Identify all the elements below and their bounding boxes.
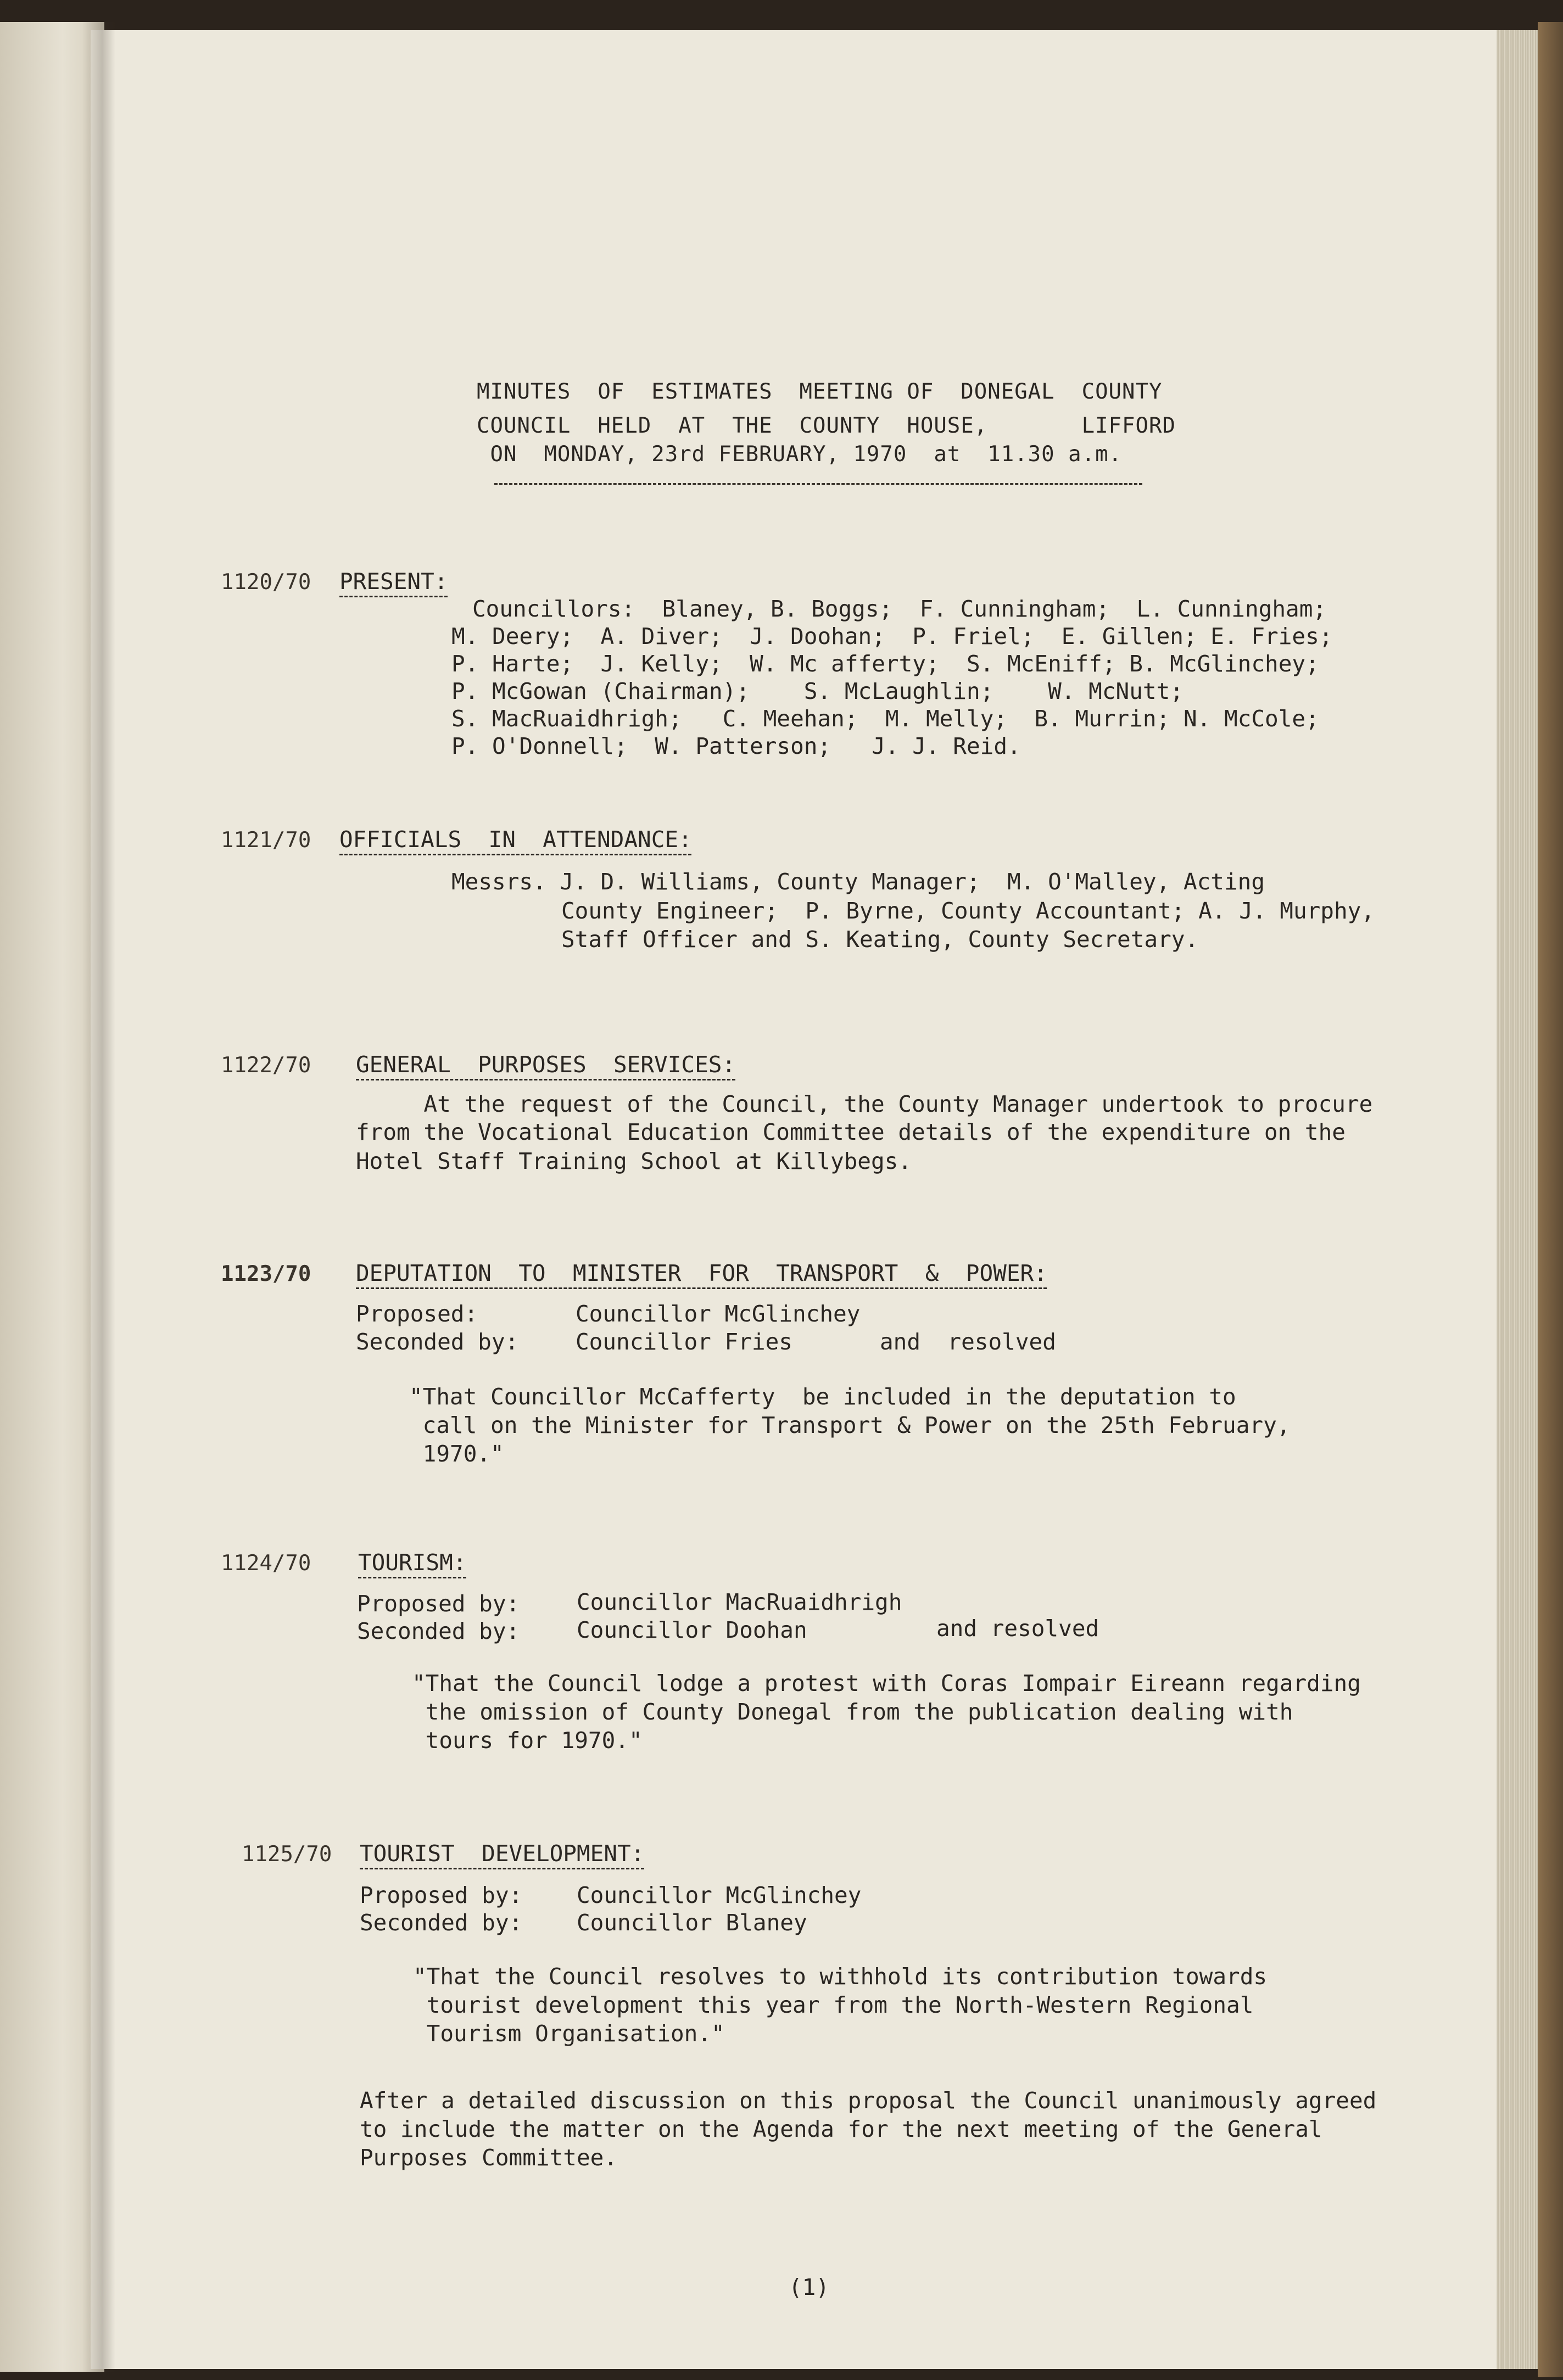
resolved-text: and resolved [936, 1615, 1099, 1642]
resolution-line: "That the Council resolves to withhold its contribution towards [413, 1963, 1268, 1990]
proposer: Councillor McGlinchey [577, 1882, 862, 1908]
officials-line: Messrs. J. D. Williams, County Manager; M. O'Malley, Acting [451, 869, 1265, 895]
attendee-line: P. McGowan (Chairman); S. McLaughlin; W. McNutt; [451, 678, 1184, 704]
paragraph-line: Purposes Committee. [360, 2144, 617, 2171]
proposed-label: Proposed: [356, 1301, 478, 1327]
item-number: 1123/70 [221, 1262, 311, 1286]
resolution-line: Tourism Organisation." [413, 2020, 725, 2047]
officials-line: Staff Officer and S. Keating, County Secretary. [561, 926, 1199, 953]
item-heading: DEPUTATION TO MINISTER FOR TRANSPORT & POWER: [356, 1260, 1047, 1286]
resolution-line: call on the Minister for Transport & Power on the 25th February, [409, 1412, 1291, 1438]
paragraph-line: After a detailed discussion on this proposal the Council unanimously agreed [360, 2087, 1377, 2114]
header-line-3: ON MONDAY, 23rd FEBRUARY, 1970 at 11.30 a.m. [477, 442, 1123, 467]
proposed-label: Proposed by: [360, 1882, 523, 1908]
seconded-label: Seconded by: [357, 1618, 520, 1644]
item-heading: OFFICIALS IN ATTENDANCE: [339, 826, 692, 853]
officials-line: County Engineer; P. Byrne, County Accountant; A. J. Murphy, [561, 898, 1375, 924]
resolution-line: tours for 1970." [412, 1727, 643, 1754]
item-heading: TOURISM: [358, 1549, 467, 1576]
item-number: 1122/70 [221, 1053, 311, 1078]
item-number: 1124/70 [221, 1551, 311, 1576]
item-number: 1121/70 [221, 828, 311, 853]
item-number: 1120/70 [221, 570, 311, 595]
item-heading: TOURIST DEVELOPMENT: [360, 1840, 645, 1867]
header-line-1: MINUTES OF ESTIMATES MEETING OF DONEGAL COUNTY [477, 379, 1163, 404]
paragraph-line: to include the matter on the Agenda for the next meeting of the General [360, 2116, 1322, 2142]
seconder: Councillor Fries [576, 1329, 792, 1355]
resolution-line: "That the Council lodge a protest with Coras Iompair Eireann regarding [412, 1670, 1361, 1696]
book-cover-edge [1538, 22, 1563, 2377]
header-line-2: COUNCIL HELD AT THE COUNTY HOUSE, LIFFORD [477, 413, 1176, 438]
paragraph-line: At the request of the Council, the County Manager undertook to procure [356, 1091, 1373, 1117]
attendee-line: P. Harte; J. Kelly; W. Mc afferty; S. McEniff; B. McGlinchey; [451, 651, 1319, 677]
seconder: Councillor Doohan [577, 1617, 807, 1643]
resolution-line: "That Councillor McCafferty be included in the deputation to [409, 1384, 1236, 1410]
proposed-label: Proposed by: [357, 1591, 520, 1617]
spine-shadow [82, 22, 115, 2372]
resolution-line: 1970." [409, 1441, 504, 1467]
proposer: Councillor MacRuaidhrigh [577, 1589, 902, 1615]
item-number: 1125/70 [242, 1842, 332, 1867]
seconder: Councillor Blaney [577, 1909, 807, 1936]
proposer: Councillor McGlinchey [576, 1301, 861, 1327]
attendee-line: P. O'Donnell; W. Patterson; J. J. Reid. [451, 733, 1021, 759]
resolved-text: and resolved [880, 1329, 1056, 1355]
seconded-label: Seconded by: [356, 1329, 519, 1355]
seconded-label: Seconded by: [360, 1909, 523, 1936]
item-heading: PRESENT: [339, 568, 448, 595]
attendee-line: S. MacRuaidhrigh; C. Meehan; M. Melly; B. Murrin; N. McCole; [451, 705, 1319, 732]
attendee-line: Councillors: Blaney, B. Boggs; F. Cunningham; L. Cunningham; [472, 596, 1327, 622]
item-heading: GENERAL PURPOSES SERVICES: [356, 1051, 736, 1078]
paragraph-line: Hotel Staff Training School at Killybegs. [356, 1148, 912, 1174]
page-number: (1) [789, 2274, 830, 2300]
resolution-line: tourist development this year from the North-Western Regional [413, 1992, 1254, 2018]
attendee-line: M. Deery; A. Diver; J. Doohan; P. Friel; E. Gillen; E. Fries; [451, 623, 1333, 649]
header-rule [494, 483, 1142, 485]
paragraph-line: from the Vocational Education Committee details of the expenditure on the [356, 1119, 1346, 1145]
resolution-line: the omission of County Donegal from the publication dealing with [412, 1699, 1293, 1725]
